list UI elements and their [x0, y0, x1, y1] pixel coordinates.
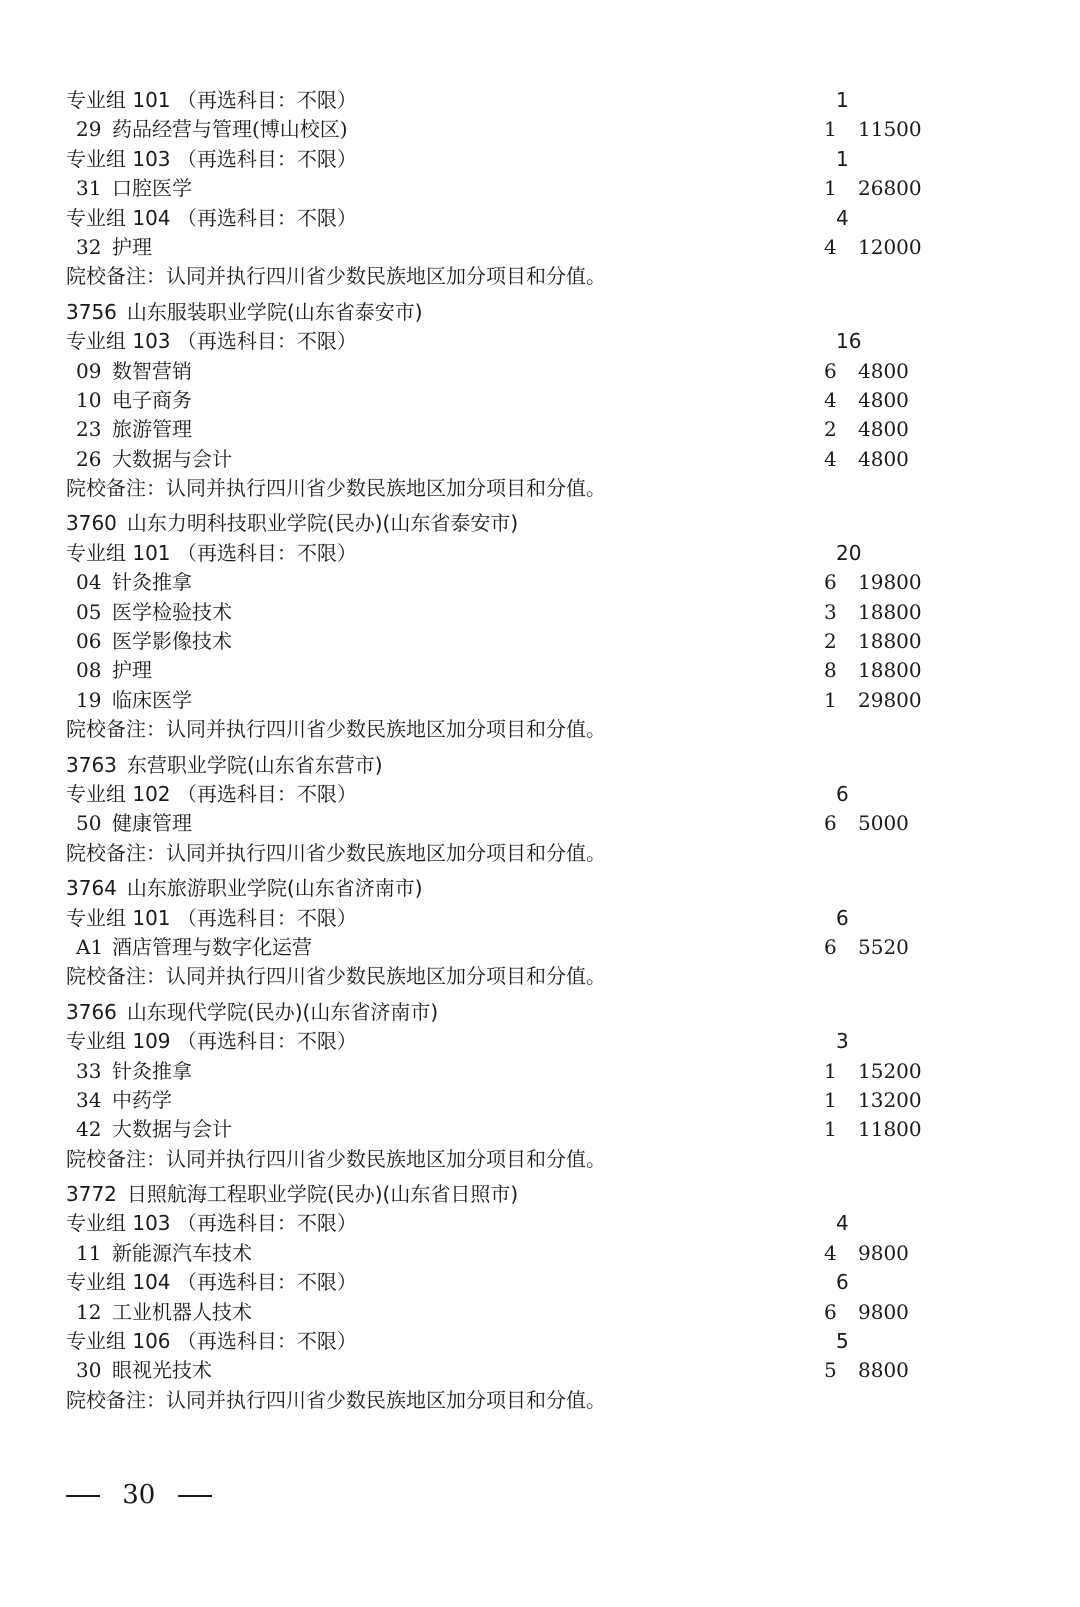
school-block — [66, 86, 966, 292]
major-row — [66, 809, 966, 838]
group-prefix: 专业组 — [66, 540, 126, 565]
major-code: A1 — [76, 934, 104, 959]
remark-text: 认同并执行四川省少数民族地区加分项目和分值。 — [166, 476, 606, 501]
group-subject-requirement: （再选科目：不限） — [176, 1270, 357, 1295]
major-row — [66, 656, 966, 685]
group-plan-count: 20 — [836, 540, 862, 565]
major-tuition-fee: 19800 — [858, 570, 922, 595]
major-row — [66, 1356, 966, 1385]
group-subject-requirement: （再选科目：不限） — [176, 88, 357, 112]
school-code: 3766 — [66, 999, 117, 1024]
major-plan-count: 4 — [824, 446, 837, 471]
group-plan-count: 1 — [836, 88, 849, 112]
group-code: 101 — [132, 88, 171, 112]
major-name: 医学影像技术 — [112, 629, 232, 654]
major-row — [66, 115, 966, 144]
group-subject-requirement: （再选科目：不限） — [176, 905, 357, 930]
major-group-header — [66, 904, 966, 933]
major-tuition-fee: 13200 — [858, 1087, 922, 1112]
major-plan-count: 6 — [824, 1299, 837, 1324]
remark-label: 院校备注： — [66, 1146, 166, 1171]
major-tuition-fee: 11500 — [858, 117, 922, 142]
group-prefix: 专业组 — [66, 781, 126, 806]
major-row — [66, 1115, 966, 1144]
group-prefix: 专业组 — [66, 88, 126, 112]
page-number: 30 — [122, 1480, 156, 1510]
group-code: 101 — [132, 540, 171, 565]
major-tuition-fee: 5000 — [858, 811, 909, 836]
school-block — [66, 998, 966, 1174]
school-code: 3756 — [66, 299, 117, 324]
major-row — [66, 1239, 966, 1268]
remark-text: 认同并执行四川省少数民族地区加分项目和分值。 — [166, 1387, 606, 1412]
remark-text: 认同并执行四川省少数民族地区加分项目和分值。 — [166, 964, 606, 989]
major-group-header — [66, 86, 966, 115]
school-name: 山东服装职业学院(山东省泰安市) — [126, 299, 423, 324]
group-subject-requirement: （再选科目：不限） — [176, 1029, 357, 1054]
enrollment-plan-list — [66, 86, 966, 1415]
major-row — [66, 598, 966, 627]
major-tuition-fee: 4800 — [858, 358, 909, 383]
remark-label: 院校备注： — [66, 840, 166, 865]
major-tuition-fee: 18800 — [858, 599, 922, 624]
remark-label: 院校备注： — [66, 717, 166, 742]
major-code: 06 — [76, 629, 102, 654]
school-header — [66, 998, 966, 1027]
remark-label: 院校备注： — [66, 264, 166, 289]
major-row — [66, 1298, 966, 1327]
remark-text: 认同并执行四川省少数民族地区加分项目和分值。 — [166, 264, 606, 289]
major-tuition-fee: 29800 — [858, 687, 922, 712]
major-group-header — [66, 1327, 966, 1356]
group-code: 103 — [132, 1211, 171, 1236]
major-group-header — [66, 780, 966, 809]
group-code: 101 — [132, 905, 171, 930]
major-name: 工业机器人技术 — [112, 1299, 252, 1324]
major-tuition-fee: 11800 — [858, 1117, 922, 1142]
major-name: 酒店管理与数字化运营 — [112, 934, 312, 959]
major-tuition-fee: 26800 — [858, 176, 922, 201]
major-plan-count: 6 — [824, 934, 837, 959]
major-plan-count: 4 — [824, 1240, 837, 1265]
group-plan-count: 4 — [836, 205, 849, 230]
group-subject-requirement: （再选科目：不限） — [176, 146, 357, 171]
major-plan-count: 1 — [824, 117, 837, 142]
school-remark — [66, 1386, 966, 1415]
group-code: 104 — [132, 1270, 171, 1295]
major-group-header — [66, 145, 966, 174]
school-remark — [66, 715, 966, 744]
major-plan-count: 1 — [824, 1087, 837, 1112]
group-subject-requirement: （再选科目：不限） — [176, 329, 357, 354]
group-subject-requirement: （再选科目：不限） — [176, 540, 357, 565]
major-row — [66, 686, 966, 715]
remark-label: 院校备注： — [66, 964, 166, 989]
major-name: 护理 — [112, 658, 152, 683]
major-code: 26 — [76, 446, 102, 471]
major-group-header — [66, 539, 966, 568]
major-name: 电子商务 — [112, 387, 192, 412]
group-code: 106 — [132, 1329, 171, 1354]
major-row — [66, 627, 966, 656]
group-prefix: 专业组 — [66, 329, 126, 354]
major-code: 08 — [76, 658, 102, 683]
major-name: 医学检验技术 — [112, 599, 232, 624]
group-plan-count: 3 — [836, 1029, 849, 1054]
group-prefix: 专业组 — [66, 1029, 126, 1054]
group-plan-count: 1 — [836, 146, 849, 171]
group-subject-requirement: （再选科目：不限） — [176, 205, 357, 230]
major-plan-count: 3 — [824, 599, 837, 624]
major-plan-count: 6 — [824, 811, 837, 836]
group-prefix: 专业组 — [66, 1211, 126, 1236]
school-code: 3760 — [66, 511, 117, 536]
group-prefix: 专业组 — [66, 146, 126, 171]
school-remark — [66, 1145, 966, 1174]
major-plan-count: 6 — [824, 358, 837, 383]
school-block — [66, 1180, 966, 1415]
major-name: 大数据与会计 — [112, 446, 232, 471]
group-subject-requirement: （再选科目：不限） — [176, 1329, 357, 1354]
major-group-header — [66, 1027, 966, 1056]
major-code: 42 — [76, 1117, 102, 1142]
major-plan-count: 1 — [824, 687, 837, 712]
major-name: 旅游管理 — [112, 417, 192, 442]
group-prefix: 专业组 — [66, 1270, 126, 1295]
group-code: 102 — [132, 781, 171, 806]
school-name: 东营职业学院(山东省东营市) — [126, 752, 383, 777]
major-code: 30 — [76, 1358, 102, 1383]
major-tuition-fee: 9800 — [858, 1240, 909, 1265]
major-code: 09 — [76, 358, 102, 383]
group-code: 103 — [132, 329, 171, 354]
group-plan-count: 6 — [836, 1270, 849, 1295]
major-name: 护理 — [112, 234, 152, 259]
major-name: 中药学 — [112, 1087, 172, 1112]
major-row — [66, 445, 966, 474]
major-code: 05 — [76, 599, 102, 624]
major-plan-count: 8 — [824, 658, 837, 683]
major-name: 口腔医学 — [112, 176, 192, 201]
major-plan-count: 4 — [824, 234, 837, 259]
school-name: 山东现代学院(民办)(山东省济南市) — [126, 999, 439, 1024]
major-tuition-fee: 4800 — [858, 387, 909, 412]
group-plan-count: 16 — [836, 329, 862, 354]
major-code: 11 — [76, 1240, 102, 1265]
major-name: 大数据与会计 — [112, 1117, 232, 1142]
major-plan-count: 5 — [824, 1358, 837, 1383]
major-tuition-fee: 18800 — [858, 629, 922, 654]
major-name: 针灸推拿 — [112, 1058, 192, 1083]
major-tuition-fee: 18800 — [858, 658, 922, 683]
group-plan-count: 5 — [836, 1329, 849, 1354]
major-row — [66, 1086, 966, 1115]
major-tuition-fee: 4800 — [858, 417, 909, 442]
major-code: 33 — [76, 1058, 102, 1083]
school-code: 3764 — [66, 876, 117, 901]
major-row — [66, 233, 966, 262]
major-name: 临床医学 — [112, 687, 192, 712]
major-tuition-fee: 9800 — [858, 1299, 909, 1324]
major-plan-count: 2 — [824, 417, 837, 442]
major-code: 19 — [76, 687, 102, 712]
school-name: 山东旅游职业学院(山东省济南市) — [126, 876, 423, 901]
school-header — [66, 1180, 966, 1209]
major-row — [66, 415, 966, 444]
major-row — [66, 1057, 966, 1086]
major-row — [66, 568, 966, 597]
major-row — [66, 386, 966, 415]
group-plan-count: 6 — [836, 905, 849, 930]
major-code: 10 — [76, 387, 102, 412]
group-prefix: 专业组 — [66, 205, 126, 230]
school-block — [66, 751, 966, 869]
group-prefix: 专业组 — [66, 1329, 126, 1354]
major-row — [66, 933, 966, 962]
major-tuition-fee: 8800 — [858, 1358, 909, 1383]
school-remark — [66, 474, 966, 503]
remark-text: 认同并执行四川省少数民族地区加分项目和分值。 — [166, 717, 606, 742]
school-block — [66, 509, 966, 744]
major-plan-count: 2 — [824, 629, 837, 654]
school-header — [66, 874, 966, 903]
group-code: 109 — [132, 1029, 171, 1054]
major-plan-count: 1 — [824, 1117, 837, 1142]
group-prefix: 专业组 — [66, 905, 126, 930]
remark-label: 院校备注： — [66, 1387, 166, 1412]
school-remark — [66, 839, 966, 868]
major-plan-count: 1 — [824, 1058, 837, 1083]
major-group-header — [66, 327, 966, 356]
group-plan-count: 6 — [836, 781, 849, 806]
major-tuition-fee: 12000 — [858, 234, 922, 259]
major-tuition-fee: 4800 — [858, 446, 909, 471]
group-plan-count: 4 — [836, 1211, 849, 1236]
school-remark — [66, 262, 966, 291]
school-remark — [66, 962, 966, 991]
school-header — [66, 751, 966, 780]
major-tuition-fee: 15200 — [858, 1058, 922, 1083]
school-header — [66, 509, 966, 538]
footer-dash-left — [66, 1495, 100, 1497]
school-code: 3763 — [66, 752, 117, 777]
major-group-header — [66, 204, 966, 233]
major-code: 12 — [76, 1299, 102, 1324]
major-name: 眼视光技术 — [112, 1358, 212, 1383]
group-code: 104 — [132, 205, 171, 230]
major-row — [66, 357, 966, 386]
major-plan-count: 4 — [824, 387, 837, 412]
major-tuition-fee: 5520 — [858, 934, 909, 959]
page-footer — [66, 1480, 212, 1510]
major-code: 32 — [76, 234, 102, 259]
major-name: 新能源汽车技术 — [112, 1240, 252, 1265]
major-group-header — [66, 1209, 966, 1238]
major-plan-count: 1 — [824, 176, 837, 201]
major-group-header — [66, 1268, 966, 1297]
major-row — [66, 174, 966, 203]
school-code: 3772 — [66, 1182, 117, 1207]
major-name: 数智营销 — [112, 358, 192, 383]
group-code: 103 — [132, 146, 171, 171]
remark-text: 认同并执行四川省少数民族地区加分项目和分值。 — [166, 1146, 606, 1171]
major-code: 04 — [76, 570, 102, 595]
group-subject-requirement: （再选科目：不限） — [176, 781, 357, 806]
footer-dash-right — [178, 1495, 212, 1497]
major-code: 29 — [76, 117, 102, 142]
major-code: 34 — [76, 1087, 102, 1112]
major-plan-count: 6 — [824, 570, 837, 595]
school-block — [66, 874, 966, 992]
major-name: 药品经营与管理(博山校区) — [112, 117, 348, 142]
major-name: 针灸推拿 — [112, 570, 192, 595]
major-code: 31 — [76, 176, 102, 201]
group-subject-requirement: （再选科目：不限） — [176, 1211, 357, 1236]
remark-label: 院校备注： — [66, 476, 166, 501]
school-name: 日照航海工程职业学院(民办)(山东省日照市) — [126, 1182, 519, 1207]
major-name: 健康管理 — [112, 811, 192, 836]
major-code: 23 — [76, 417, 102, 442]
remark-text: 认同并执行四川省少数民族地区加分项目和分值。 — [166, 840, 606, 865]
major-code: 50 — [76, 811, 102, 836]
school-header — [66, 298, 966, 327]
school-name: 山东力明科技职业学院(民办)(山东省泰安市) — [126, 511, 519, 536]
school-block — [66, 298, 966, 504]
